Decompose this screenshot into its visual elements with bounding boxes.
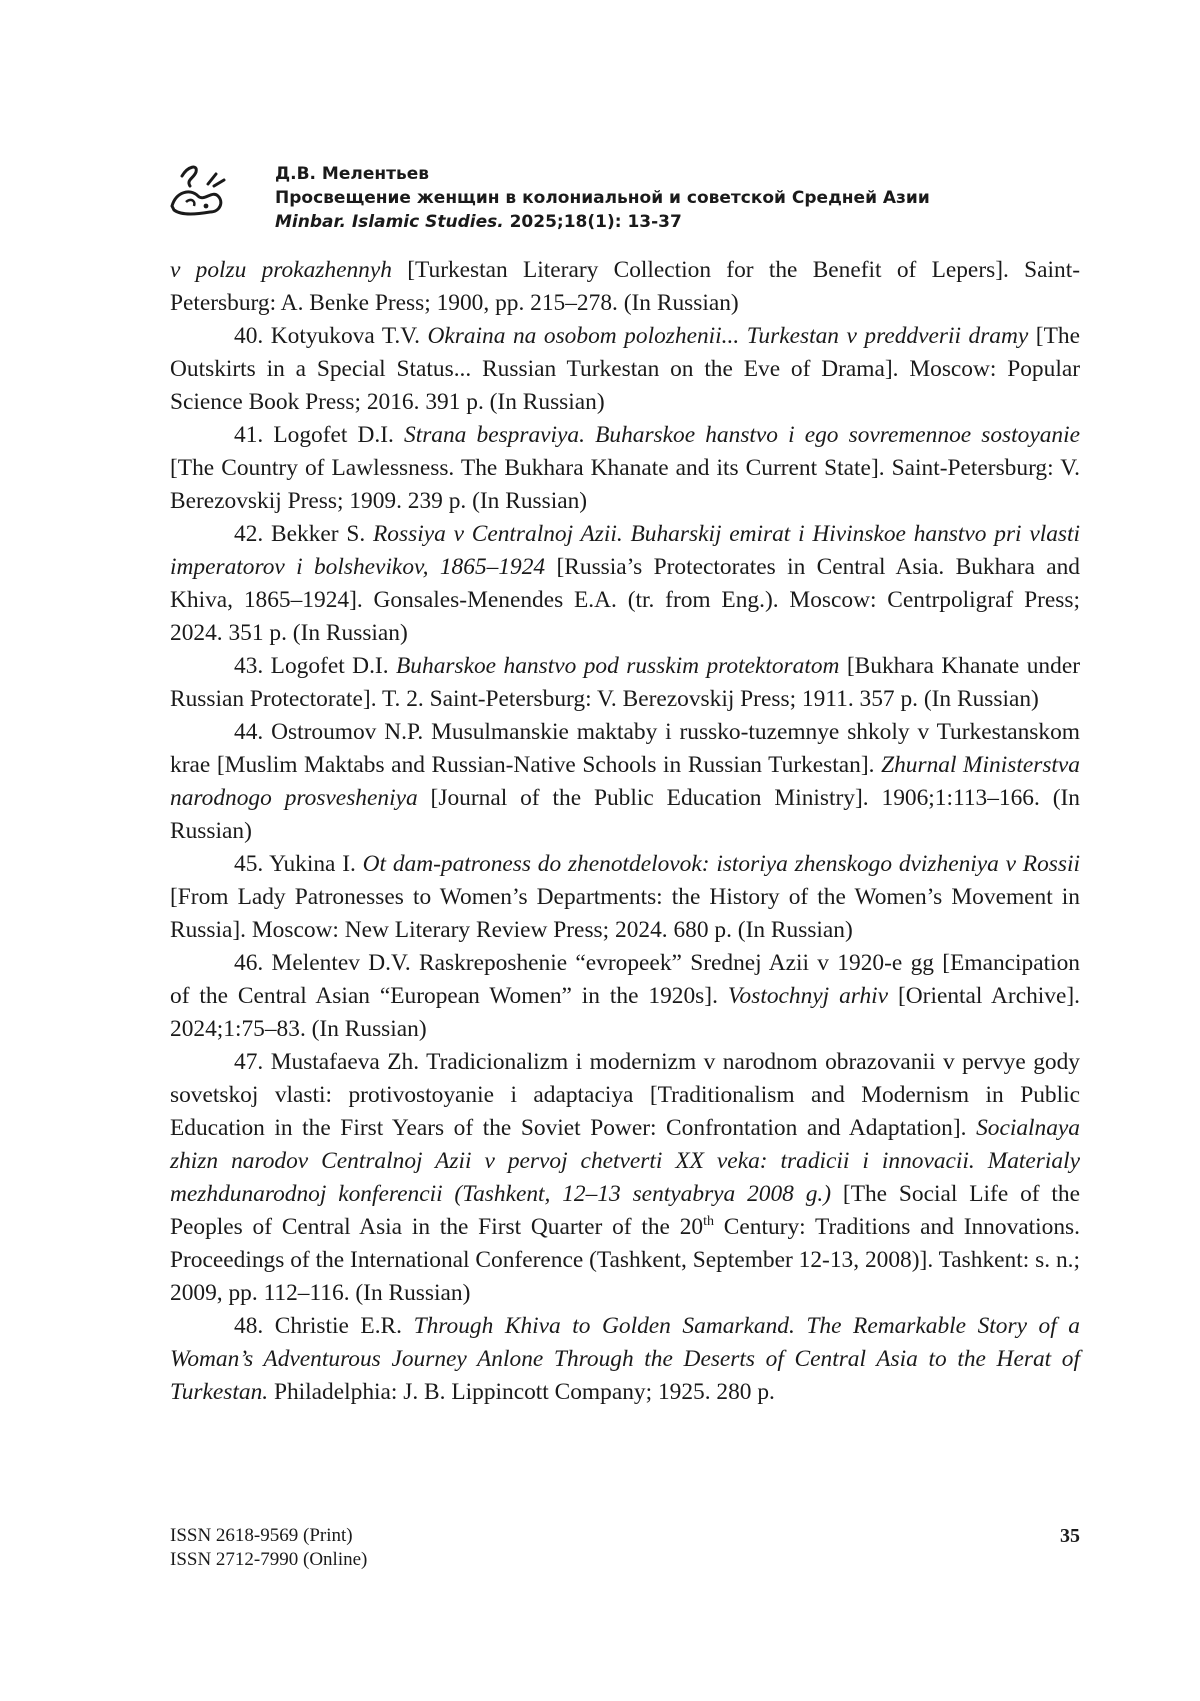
reference-40: 40. Kotyukova T.V. Okraina na osobom polozhenii... Turkestan v preddverii dramy [The Outskirts in a Special Status... Russian Turkestan on the Eve of Drama]. Moscow: Popular Science Book Press; 2016. 391 p. (In Russian) — [170, 323, 1080, 415]
reference-47: 47. Mustafaeva Zh. Tradicionalizm i modernizm v narodnom obrazovanii v pervye gody sovetskoj vlasti: protivostoyanie i adaptaciya [Traditionalism and Modernism in Public Education in the First Years of the Soviet Power: Confrontation and Adaptation]. Socialnaya zhizn narodov Centralnoj Azii v pervoj chetverti XX veka: tradicii i innovacii. Materialy mezhdunarodnoj konferencii (Tashkent, 12–13 sentyabrya 2008 g.) [The Social Life of the Peoples of Central Asia in the First Quarter of the 20th Century: Traditions and Innovations. Proceedings of the International Conference (Tashkent, September 12-13, 2008)]. Tashkent: s. n.; 2009, pp. 112–116. (In Russian) — [170, 1049, 1080, 1306]
reference-39-continuation: v polzu prokazhennyh [Turkestan Literary Collection for the Benefit of Lepers]. Saint-Petersburg: A. Benke Press; 1900, pp. 215–278. (In Russian) — [170, 257, 1080, 316]
header-author: Д.В. Мелентьев — [275, 164, 429, 184]
issn-online: ISSN 2712-7990 (Online) — [170, 1549, 368, 1570]
reference-43: 43. Logofet D.I. Buharskoe hanstvo pod russkim protektoratom [Bukhara Khanate under Russian Protectorate]. T. 2. Saint-Petersburg: V. Berezovskij Press; 1911. 357 p. (In Russian) — [170, 653, 1080, 712]
reference-46: 46. Melentev D.V. Raskreposhenie “evropeek” Srednej Azii v 1920-e gg [Emancipation of the Central Asian “European Women” in the 1920s]. Vostochnyj arhiv [Oriental Archive]. 2024;1:75–83. (In Russian) — [170, 950, 1080, 1042]
reference-45: 45. Yukina I. Ot dam-patroness do zhenotdelovok: istoriya zhenskogo dvizheniya v Rossii [From Lady Patronesses to Women’s Departments: the History of the Women’s Movement in Russia]. Moscow: New Literary Review Press; 2024. 680 p. (In Russian) — [170, 851, 1080, 943]
header-title: Просвещение женщин в колониальной и советской Средней Азии — [275, 188, 930, 208]
journal-name: Minbar. Islamic Studies. — [275, 212, 504, 232]
issn-print: ISSN 2618-9569 (Print) — [170, 1525, 353, 1546]
running-header — [275, 162, 1075, 234]
page-number: 35 — [1060, 1525, 1080, 1547]
reference-48: 48. Christie E.R. Through Khiva to Golden Samarkand. The Remarkable Story of a Woman’s Adventurous Journey Anlone Through the Deserts of Central Asia to the Herat of Turkestan. Philadelphia: J. B. Lippincott Company; 1925. 280 p. — [170, 1313, 1080, 1405]
page-footer — [170, 1524, 1080, 1572]
reference-44: 44. Ostroumov N.P. Musulmanskie maktaby i russko-tuzemnye shkoly v Turkestanskom krae [Muslim Maktabs and Russian-Native Schools in Russian Turkestan]. Zhurnal Ministerstva narodnogo prosvesheniya [Journal of the Public Education Ministry]. 1906;1:113–166. (In Russian) — [170, 719, 1081, 844]
reference-41: 41. Logofet D.I. Strana bespraviya. Buharskoe hanstvo i ego sovremennoe sostoyanie [The Country of Lawlessness. The Bukhara Khanate and its Current State]. Saint-Petersburg: V. Berezovskij Press; 1909. 239 p. (In Russian) — [170, 422, 1081, 514]
reference-42: 42. Bekker S. Rossiya v Centralnoj Azii. Buharskij emirat i Hivinskoe hanstvo pri vlasti imperatorov i bolshevikov, 1865–1924 [Russia’s Protectorates in Central Asia. Bukhara and Khiva, 1865–1924]. Gonsales-Menendes E.A. (tr. from Eng.). Moscow: Centrpoligraf Press; 2024. 351 p. (In Russian) — [170, 521, 1081, 646]
journal-logo — [168, 162, 230, 222]
header-journal — [275, 210, 1075, 234]
reference-list — [170, 254, 1080, 1409]
journal-issue: 2025;18(1): 13-37 — [503, 212, 682, 232]
